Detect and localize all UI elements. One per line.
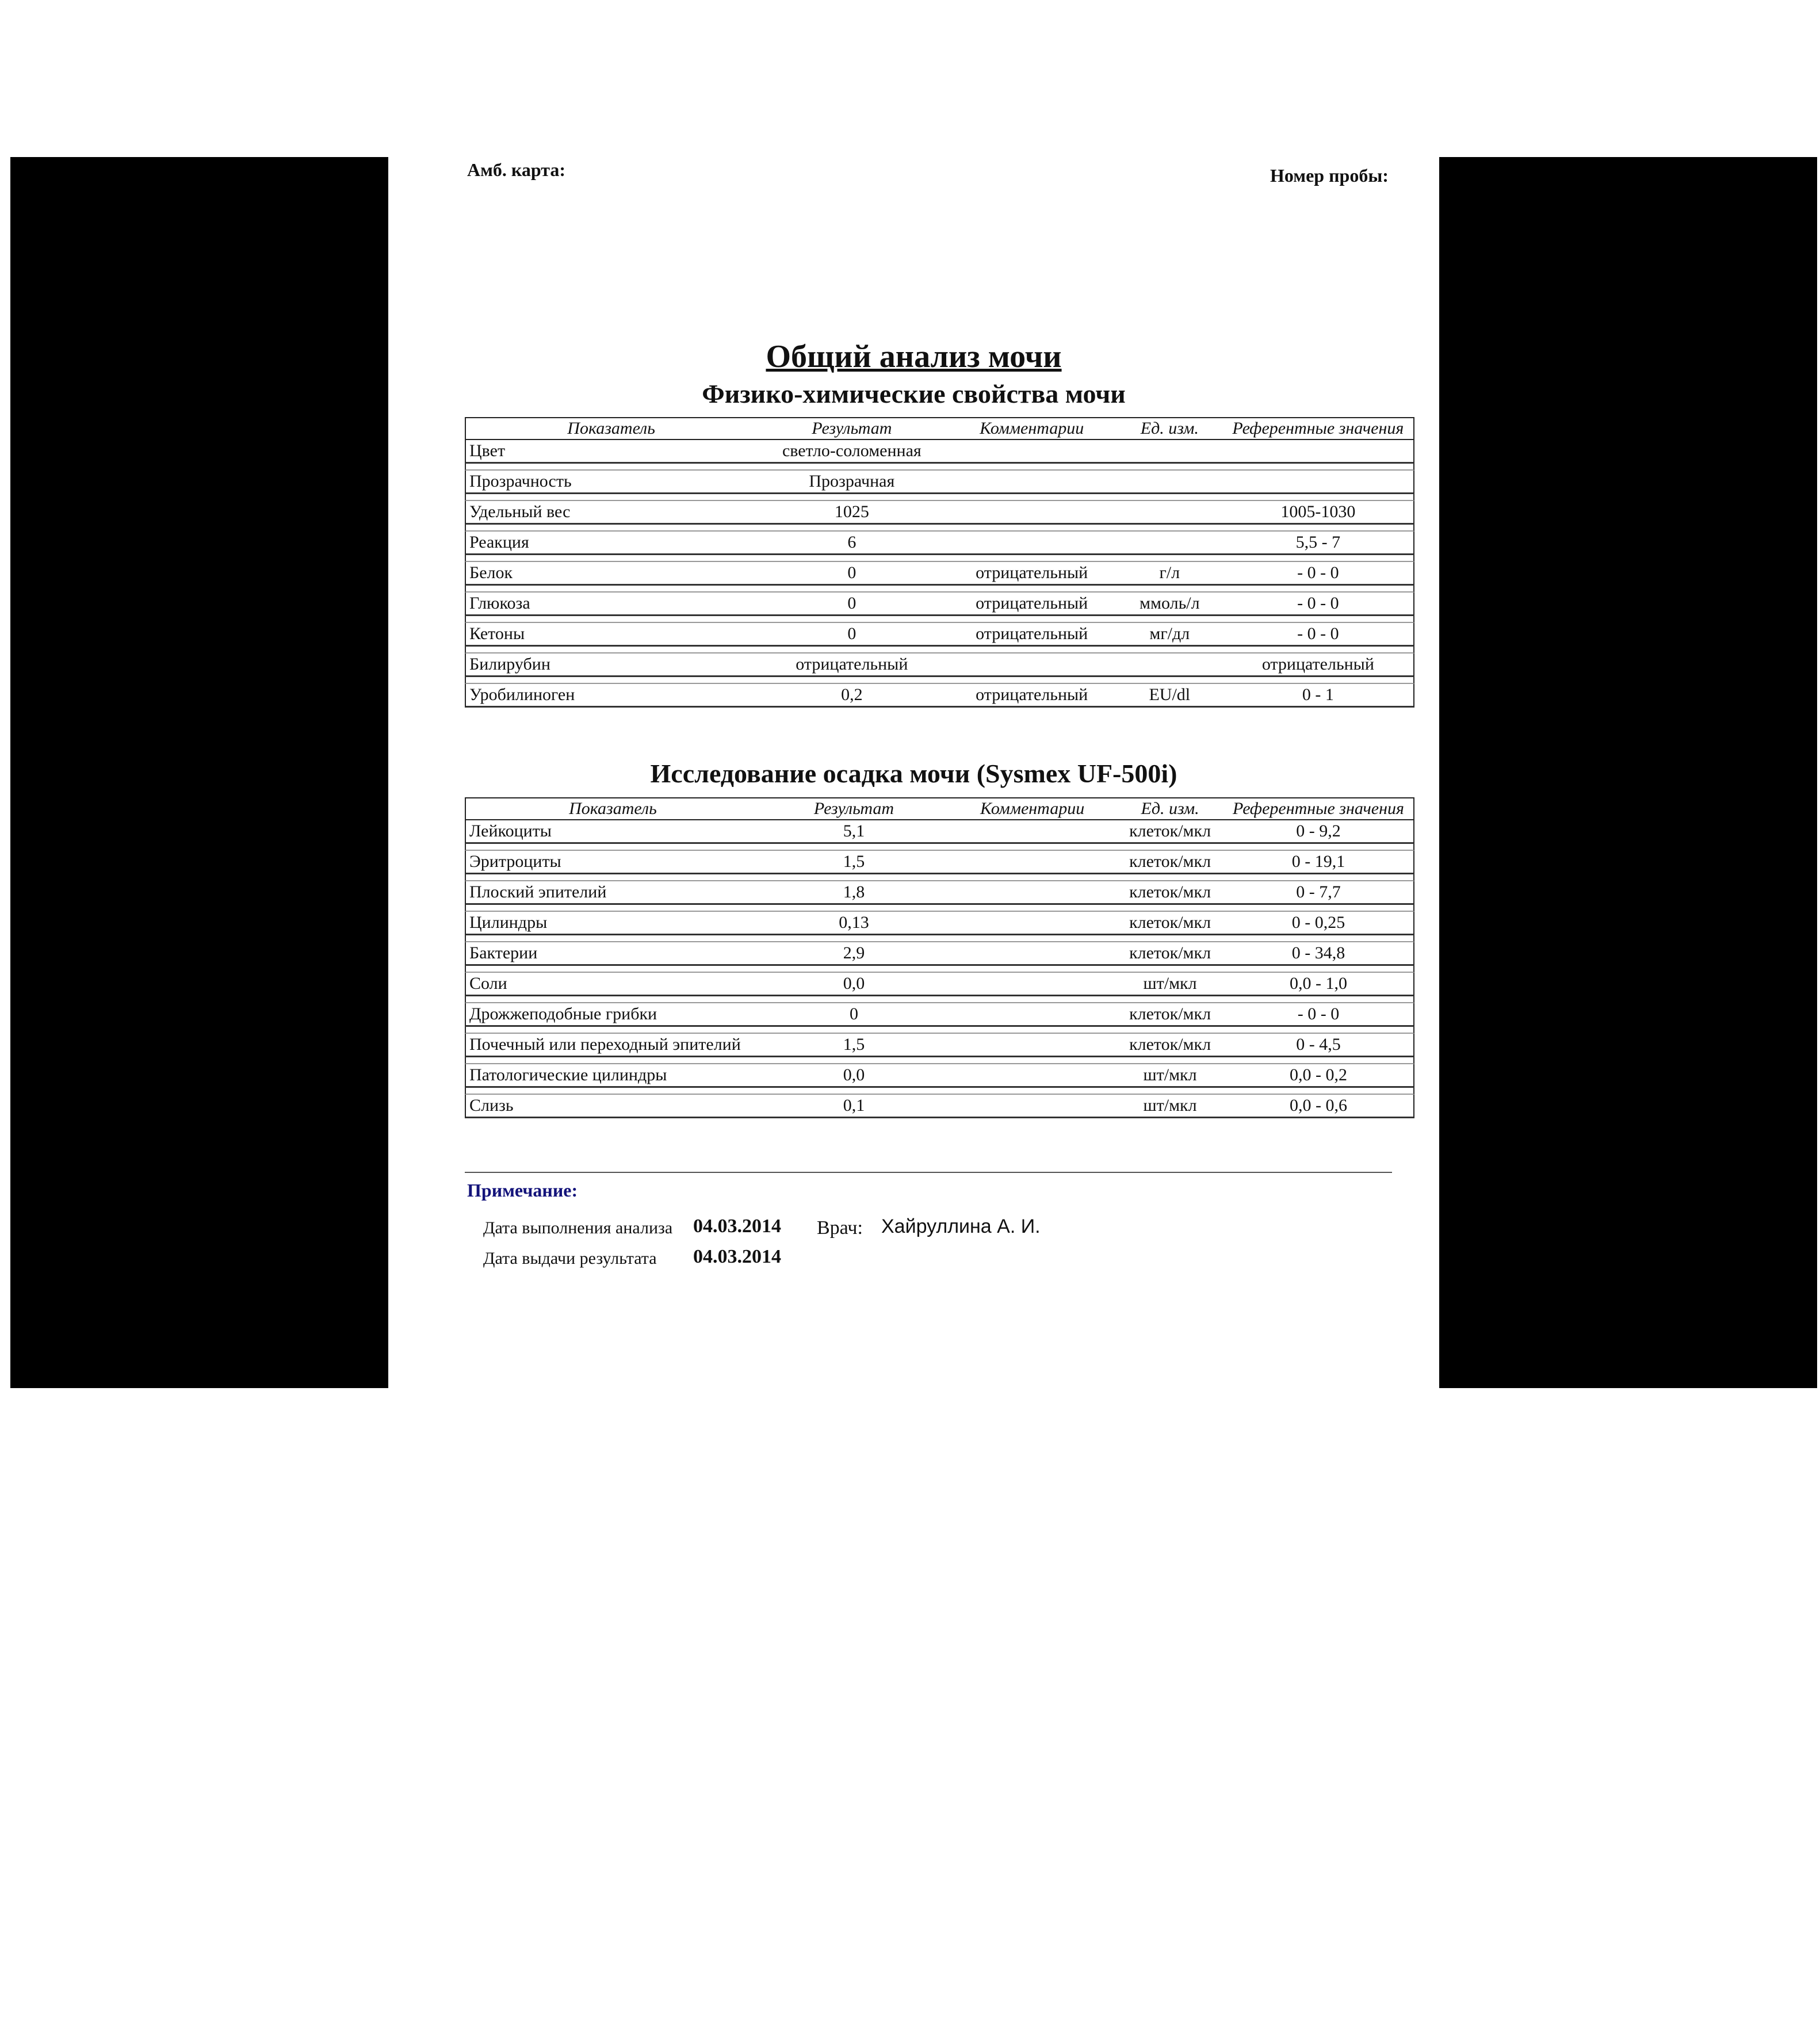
result-cell: 0 [760, 1003, 948, 1027]
result-cell: 0,0 [760, 973, 948, 996]
col-unit: Ед. изм. [1117, 417, 1223, 440]
reference-cell: - 0 - 0 [1223, 623, 1414, 647]
comment-cell [948, 1064, 1117, 1088]
spacer-cell [1117, 677, 1223, 684]
spacer-cell [948, 844, 1117, 851]
result-cell: 0 [756, 562, 947, 586]
spacer-cell [465, 525, 756, 532]
table-row [465, 1064, 1414, 1088]
result-cell: 0,13 [760, 912, 948, 935]
reference-cell: 0,0 - 0,6 [1223, 1095, 1414, 1118]
comment-cell [947, 471, 1116, 494]
row-spacer [465, 616, 1414, 623]
table-row [465, 562, 1414, 586]
unit-cell [1117, 501, 1223, 525]
col-result: Результат [756, 417, 947, 440]
spacer-cell [1223, 874, 1414, 881]
spacer-cell [756, 677, 947, 684]
table-row [465, 532, 1414, 555]
reference-cell [1223, 440, 1414, 464]
doctor-label: Врач: [817, 1217, 863, 1239]
comment-cell: отрицательный [947, 684, 1116, 708]
spacer-cell [760, 905, 948, 912]
spacer-cell [760, 874, 948, 881]
result-cell: 1,8 [760, 881, 948, 905]
spacer-cell [948, 874, 1117, 881]
spacer-cell [1117, 647, 1223, 653]
spacer-cell [947, 525, 1116, 532]
table-row [465, 440, 1414, 464]
comment-cell: отрицательный [947, 593, 1116, 616]
spacer-cell [760, 966, 948, 973]
spacer-cell [948, 996, 1117, 1003]
table-row [465, 820, 1414, 844]
spacer-cell [947, 647, 1116, 653]
reference-cell: - 0 - 0 [1223, 593, 1414, 616]
table-row [465, 1034, 1414, 1057]
indicator-cell: Прозрачность [465, 471, 756, 494]
spacer-cell [1117, 935, 1223, 942]
card-label: Амб. карта: [467, 159, 565, 180]
reference-cell [1223, 471, 1414, 494]
spacer-cell [465, 966, 760, 973]
indicator-cell: Соли [465, 973, 760, 996]
col-comments: Комментарии [947, 417, 1116, 440]
reference-cell: 0 - 34,8 [1223, 942, 1414, 966]
sample-label: Номер пробы: [1270, 165, 1389, 186]
table-row [465, 881, 1414, 905]
comment-cell [948, 820, 1117, 844]
indicator-cell: Дрожжеподобные грибки [465, 1003, 760, 1027]
spacer-cell [1117, 555, 1223, 562]
spacer-cell [1117, 1088, 1223, 1095]
spacer-cell [1223, 935, 1414, 942]
row-spacer [465, 494, 1414, 501]
spacer-cell [947, 494, 1116, 501]
indicator-cell: Бактерии [465, 942, 760, 966]
table-row [465, 912, 1414, 935]
spacer-cell [1223, 905, 1414, 912]
indicator-cell: Почечный или переходный эпителий [465, 1034, 760, 1057]
spacer-cell [1117, 966, 1223, 973]
spacer-cell [1223, 464, 1414, 471]
row-spacer [465, 647, 1414, 653]
row-spacer [465, 844, 1414, 851]
spacer-cell [947, 555, 1116, 562]
col-indicator: Показатель [465, 797, 760, 820]
row-spacer [465, 905, 1414, 912]
result-cell: 0,1 [760, 1095, 948, 1118]
spacer-cell [1223, 1057, 1414, 1064]
unit-cell: клеток/мкл [1117, 912, 1223, 935]
spacer-cell [465, 464, 756, 471]
unit-cell: клеток/мкл [1117, 820, 1223, 844]
result-cell: 1,5 [760, 1034, 948, 1057]
table-row [465, 471, 1414, 494]
unit-cell: клеток/мкл [1117, 881, 1223, 905]
spacer-cell [1117, 905, 1223, 912]
spacer-cell [1223, 1027, 1414, 1034]
reference-cell: - 0 - 0 [1223, 1003, 1414, 1027]
unit-cell: EU/dl [1117, 684, 1223, 708]
reference-cell: 5,5 - 7 [1223, 532, 1414, 555]
reference-cell: 0 - 7,7 [1223, 881, 1414, 905]
row-spacer [465, 966, 1414, 973]
spacer-cell [948, 1027, 1117, 1034]
indicator-cell: Билирубин [465, 653, 756, 677]
indicator-cell: Белок [465, 562, 756, 586]
spacer-cell [465, 677, 756, 684]
indicator-cell: Цилиндры [465, 912, 760, 935]
result-cell: 0 [756, 623, 947, 647]
col-reference: Референтные значения [1223, 797, 1414, 820]
spacer-cell [760, 1057, 948, 1064]
row-spacer [465, 555, 1414, 562]
result-cell: светло-соломенная [756, 440, 947, 464]
spacer-cell [760, 935, 948, 942]
row-spacer [465, 1088, 1414, 1095]
comment-cell [948, 973, 1117, 996]
physchem-table [465, 417, 1414, 708]
col-indicator: Показатель [465, 417, 756, 440]
unit-cell [1117, 471, 1223, 494]
issue-date: 04.03.2014 [693, 1246, 781, 1267]
spacer-cell [760, 844, 948, 851]
spacer-cell [1223, 494, 1414, 501]
spacer-cell [1117, 616, 1223, 623]
spacer-cell [756, 525, 947, 532]
row-spacer [465, 935, 1414, 942]
row-spacer [465, 525, 1414, 532]
result-cell: 0,2 [756, 684, 947, 708]
spacer-cell [1223, 586, 1414, 593]
comment-cell [948, 1003, 1117, 1027]
unit-cell [1117, 440, 1223, 464]
spacer-cell [1223, 525, 1414, 532]
spacer-cell [1117, 1027, 1223, 1034]
result-cell: 1,5 [760, 851, 948, 874]
reference-cell: 0 - 1 [1223, 684, 1414, 708]
spacer-cell [465, 935, 760, 942]
spacer-cell [756, 464, 947, 471]
spacer-cell [465, 555, 756, 562]
spacer-cell [465, 1088, 760, 1095]
reference-cell: 1005-1030 [1223, 501, 1414, 525]
note-label: Примечание: [467, 1180, 578, 1201]
reference-cell: 0 - 4,5 [1223, 1034, 1414, 1057]
indicator-cell: Цвет [465, 440, 756, 464]
spacer-cell [1117, 996, 1223, 1003]
comment-cell [948, 851, 1117, 874]
result-cell: 6 [756, 532, 947, 555]
spacer-cell [465, 586, 756, 593]
unit-cell: шт/мкл [1117, 973, 1223, 996]
col-result: Результат [760, 797, 948, 820]
table-row [465, 593, 1414, 616]
spacer-cell [756, 555, 947, 562]
indicator-cell: Удельный вес [465, 501, 756, 525]
reference-cell: 0,0 - 0,2 [1223, 1064, 1414, 1088]
spacer-cell [756, 494, 947, 501]
unit-cell: клеток/мкл [1117, 942, 1223, 966]
indicator-cell: Глюкоза [465, 593, 756, 616]
spacer-cell [1223, 677, 1414, 684]
comment-cell [947, 440, 1116, 464]
indicator-cell: Реакция [465, 532, 756, 555]
spacer-cell [948, 966, 1117, 973]
report-title: Общий анализ мочи [766, 339, 1062, 374]
comment-cell [948, 912, 1117, 935]
result-cell: 0,0 [760, 1064, 948, 1088]
spacer-cell [1223, 555, 1414, 562]
spacer-cell [1223, 1088, 1414, 1095]
result-cell: Прозрачная [756, 471, 947, 494]
row-spacer [465, 1057, 1414, 1064]
spacer-cell [465, 1027, 760, 1034]
table-row [465, 684, 1414, 708]
spacer-cell [1223, 996, 1414, 1003]
spacer-cell [1223, 647, 1414, 653]
table-row [465, 1095, 1414, 1118]
spacer-cell [1117, 1057, 1223, 1064]
table-row [465, 653, 1414, 677]
spacer-cell [465, 905, 760, 912]
exec-date: 04.03.2014 [693, 1216, 781, 1237]
footer-divider [465, 1172, 1392, 1173]
spacer-cell [1117, 464, 1223, 471]
unit-cell: клеток/мкл [1117, 851, 1223, 874]
row-spacer [465, 874, 1414, 881]
exec-date-label: Дата выполнения анализа [483, 1218, 673, 1237]
comment-cell [948, 881, 1117, 905]
indicator-cell: Патологические цилиндры [465, 1064, 760, 1088]
spacer-cell [1117, 525, 1223, 532]
reference-cell: - 0 - 0 [1223, 562, 1414, 586]
spacer-cell [1117, 494, 1223, 501]
table-header-row [465, 417, 1414, 440]
indicator-cell: Плоский эпителий [465, 881, 760, 905]
row-spacer [465, 464, 1414, 471]
result-cell: 5,1 [760, 820, 948, 844]
indicator-cell: Лейкоциты [465, 820, 760, 844]
unit-cell: ммоль/л [1117, 593, 1223, 616]
spacer-cell [1223, 616, 1414, 623]
table-row [465, 851, 1414, 874]
comment-cell [947, 653, 1116, 677]
section1-title: Физико-химические свойства мочи [702, 379, 1126, 408]
spacer-cell [1117, 844, 1223, 851]
spacer-cell [1223, 966, 1414, 973]
result-cell: 1025 [756, 501, 947, 525]
comment-cell: отрицательный [947, 623, 1116, 647]
table-row [465, 623, 1414, 647]
result-cell: 0 [756, 593, 947, 616]
spacer-cell [760, 1088, 948, 1095]
indicator-cell: Эритроциты [465, 851, 760, 874]
indicator-cell: Уробилиноген [465, 684, 756, 708]
spacer-cell [948, 1088, 1117, 1095]
unit-cell: г/л [1117, 562, 1223, 586]
spacer-cell [465, 1057, 760, 1064]
spacer-cell [947, 616, 1116, 623]
reference-cell: отрицательный [1223, 653, 1414, 677]
spacer-cell [760, 996, 948, 1003]
left-black-margin [10, 157, 388, 1388]
unit-cell: клеток/мкл [1117, 1003, 1223, 1027]
spacer-cell [465, 616, 756, 623]
table-header-row [465, 797, 1414, 820]
reference-cell: 0 - 19,1 [1223, 851, 1414, 874]
table-row [465, 973, 1414, 996]
spacer-cell [1223, 844, 1414, 851]
issue-date-label: Дата выдачи результата [483, 1249, 657, 1268]
spacer-cell [465, 996, 760, 1003]
indicator-cell: Слизь [465, 1095, 760, 1118]
spacer-cell [948, 935, 1117, 942]
result-cell: отрицательный [756, 653, 947, 677]
section2-title: Исследование осадка мочи (Sysmex UF-500i) [650, 759, 1177, 788]
reference-cell: 0 - 9,2 [1223, 820, 1414, 844]
sediment-table [465, 797, 1414, 1118]
comment-cell [947, 501, 1116, 525]
spacer-cell [465, 844, 760, 851]
unit-cell [1117, 653, 1223, 677]
reference-cell: 0,0 - 1,0 [1223, 973, 1414, 996]
result-cell: 2,9 [760, 942, 948, 966]
comment-cell [948, 942, 1117, 966]
spacer-cell [1117, 586, 1223, 593]
table-row [465, 942, 1414, 966]
unit-cell: шт/мкл [1117, 1064, 1223, 1088]
col-unit: Ед. изм. [1117, 797, 1223, 820]
unit-cell: шт/мкл [1117, 1095, 1223, 1118]
comment-cell: отрицательный [947, 562, 1116, 586]
unit-cell: мг/дл [1117, 623, 1223, 647]
spacer-cell [465, 494, 756, 501]
table-row [465, 1003, 1414, 1027]
row-spacer [465, 586, 1414, 593]
indicator-cell: Кетоны [465, 623, 756, 647]
spacer-cell [948, 1057, 1117, 1064]
row-spacer [465, 1027, 1414, 1034]
right-black-margin [1439, 157, 1817, 1388]
col-comments: Комментарии [948, 797, 1117, 820]
spacer-cell [756, 616, 947, 623]
row-spacer [465, 677, 1414, 684]
spacer-cell [948, 905, 1117, 912]
doctor-name: Хайруллина А. И. [881, 1216, 1041, 1237]
spacer-cell [465, 647, 756, 653]
comment-cell [948, 1034, 1117, 1057]
unit-cell [1117, 532, 1223, 555]
spacer-cell [1117, 874, 1223, 881]
spacer-cell [465, 874, 760, 881]
reference-cell: 0 - 0,25 [1223, 912, 1414, 935]
spacer-cell [947, 586, 1116, 593]
table-row [465, 501, 1414, 525]
col-reference: Референтные значения [1223, 417, 1414, 440]
spacer-cell [947, 464, 1116, 471]
spacer-cell [756, 647, 947, 653]
unit-cell: клеток/мкл [1117, 1034, 1223, 1057]
spacer-cell [756, 586, 947, 593]
report-page [388, 157, 1439, 1388]
row-spacer [465, 996, 1414, 1003]
comment-cell [948, 1095, 1117, 1118]
spacer-cell [760, 1027, 948, 1034]
comment-cell [947, 532, 1116, 555]
spacer-cell [947, 677, 1116, 684]
